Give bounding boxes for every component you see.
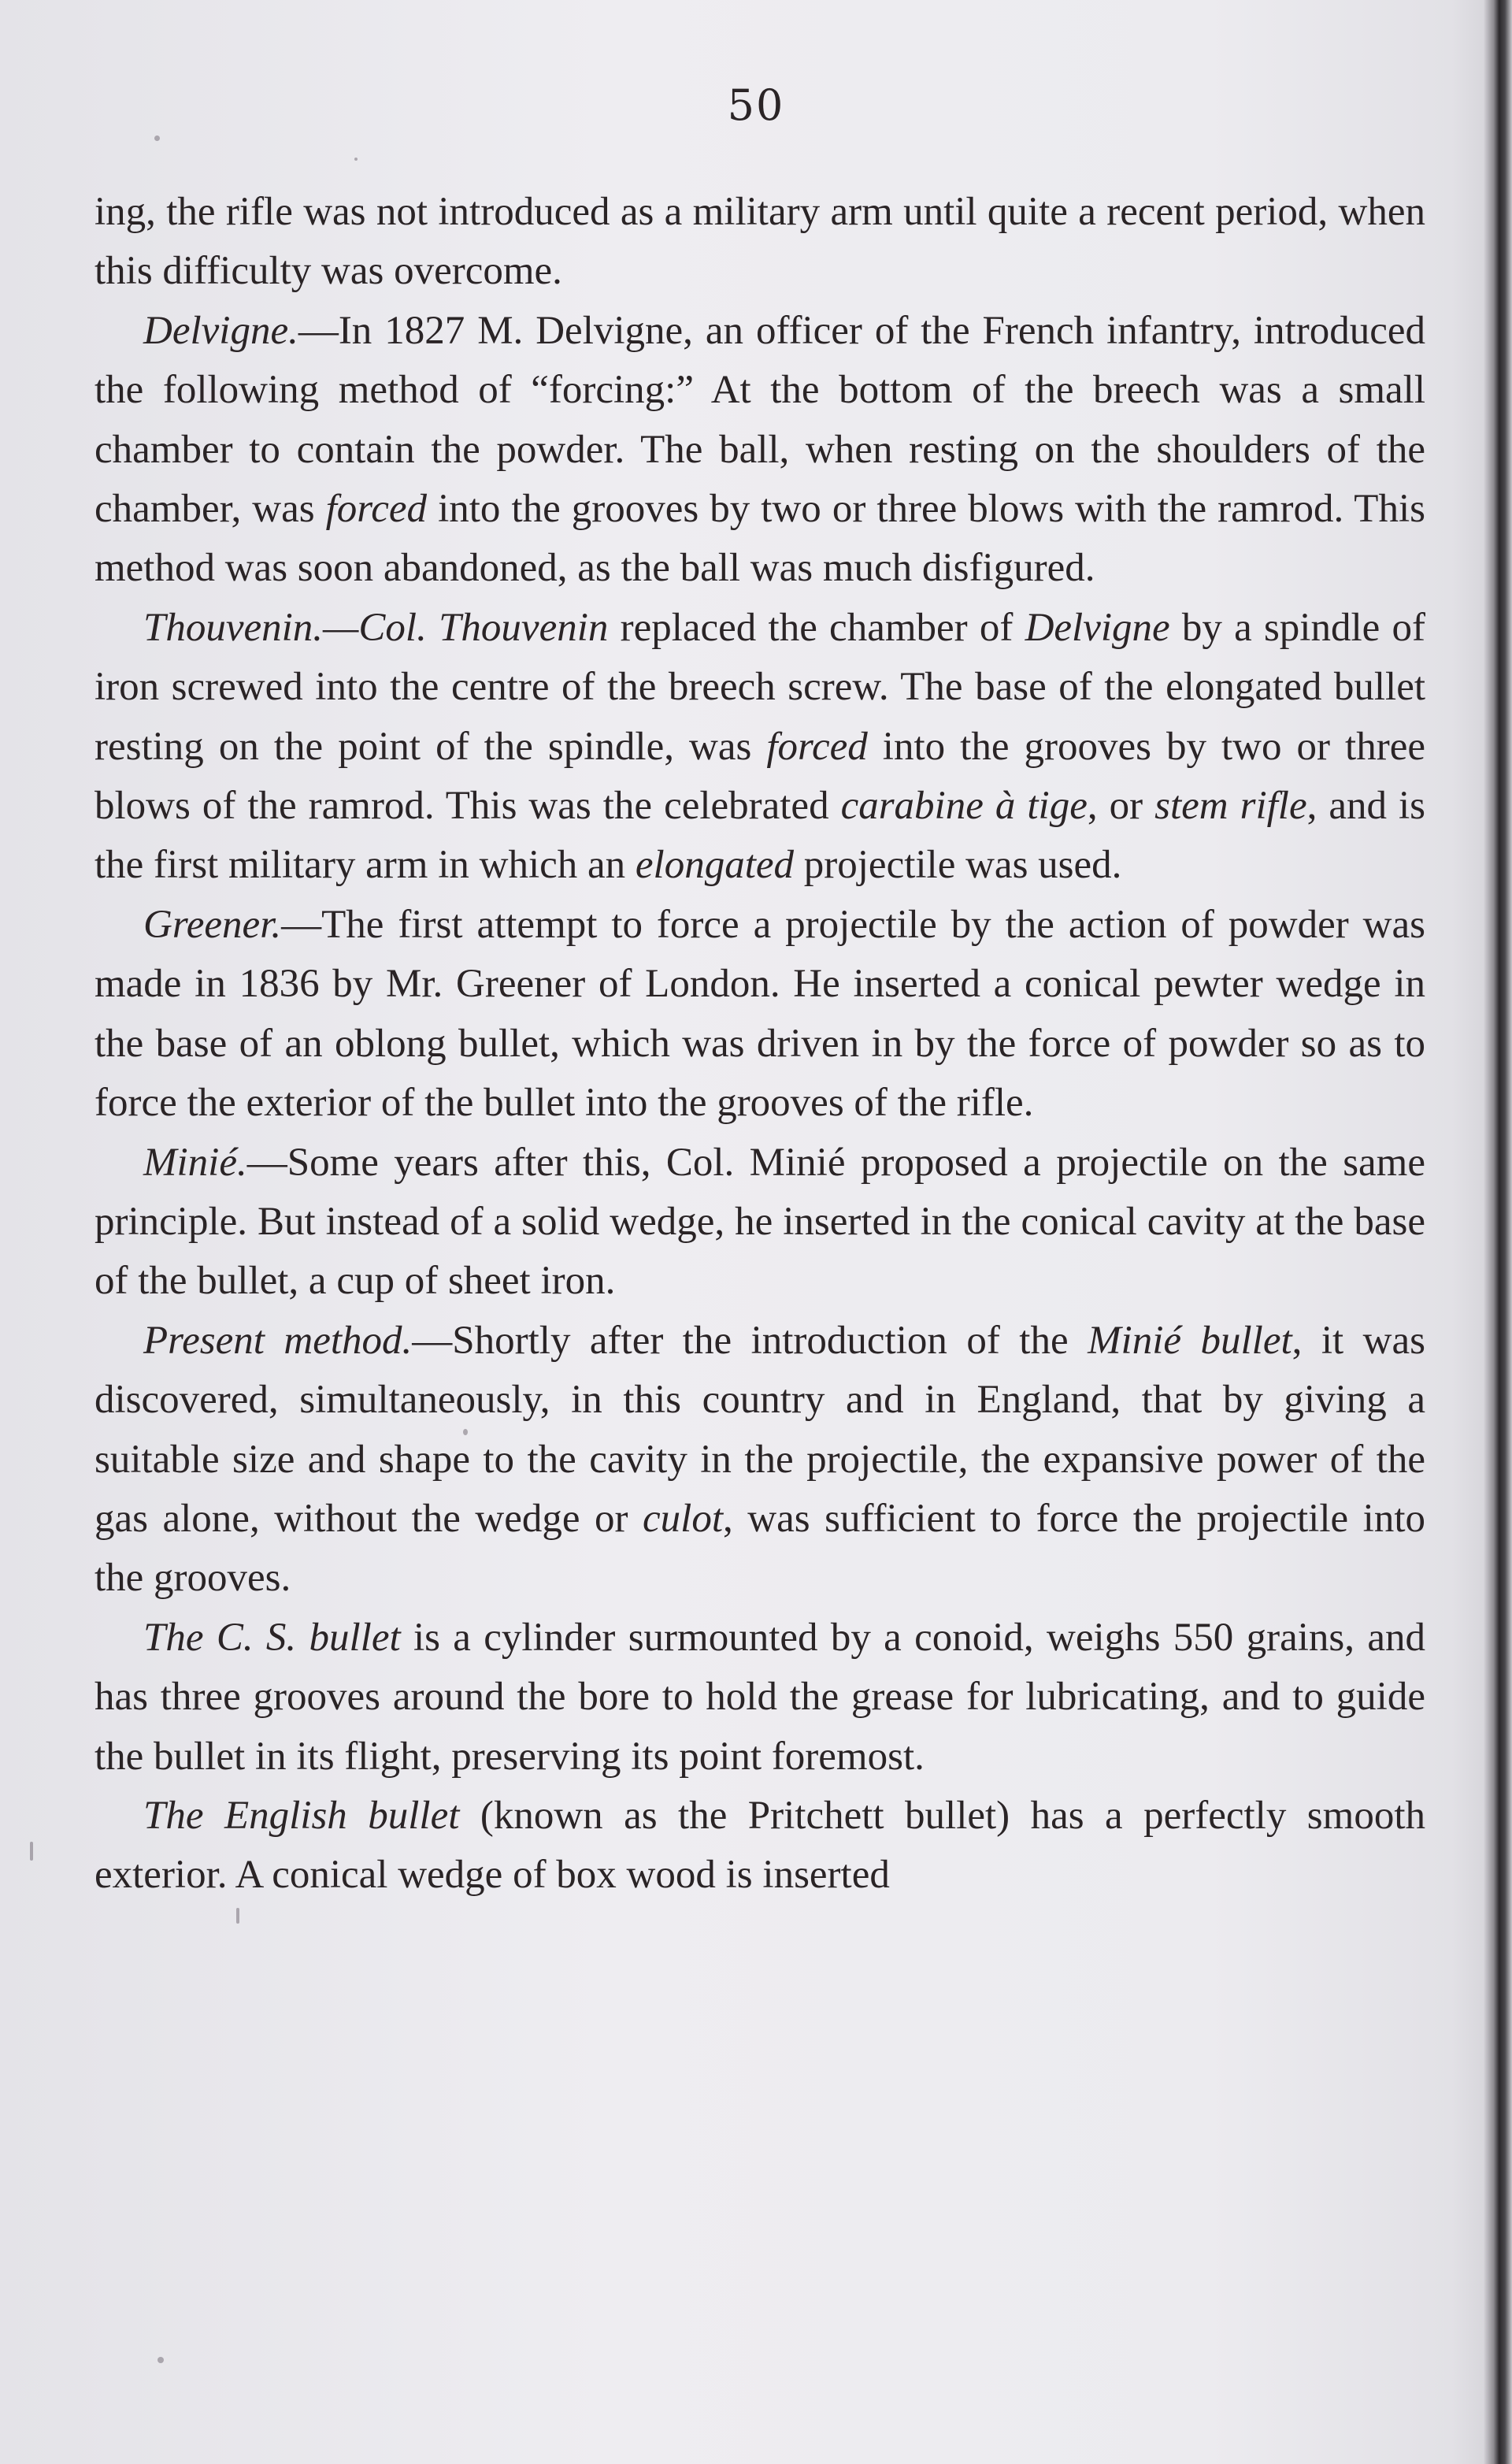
book-spine-shadow	[1484, 0, 1512, 2464]
italic-text: Minié.	[143, 1140, 247, 1185]
paragraph	[94, 1609, 1425, 1787]
italic-text: The English bullet	[143, 1793, 460, 1838]
paragraph	[94, 599, 1425, 896]
paragraph	[94, 302, 1425, 599]
paper-speck	[154, 135, 160, 141]
paragraph-text: —In 1827 M. Delvigne, an officer of the French infantry, introduced the following method of “forcing:” At the bottom of the breech was a small chamber to contain the powder. The ball, when resting on the shoulders of the chamber, was	[94, 308, 1425, 532]
paper-speck	[30, 1842, 33, 1861]
paragraph	[94, 183, 1425, 302]
paragraph-text: (known as the Pritchett bullet) has a perfectly smooth exterior. A conical wedge of box wood is inserted	[94, 1793, 1425, 1898]
paper-speck	[354, 158, 358, 161]
paragraph-text: into the grooves by two or three blows of the ramrod. This was the celebrated	[94, 724, 1425, 829]
paragraph-text: , it was discovered, simultaneously, in this country and in England, that by giving a suitable size and shape to the cavity in the projectile, the expansive power of the gas alone, without the wedge or	[94, 1318, 1425, 1541]
paragraph	[94, 896, 1425, 1134]
italic-text: Delvigne.	[143, 308, 298, 353]
italic-text: stem rifle	[1154, 784, 1307, 829]
page-number: 50	[727, 80, 785, 130]
paragraph	[94, 1312, 1425, 1609]
paper-speck	[463, 1429, 468, 1435]
body-text	[94, 183, 1425, 1906]
paper-speck	[236, 1908, 239, 1924]
paper-speck	[158, 2357, 164, 2363]
paragraph-text: into the grooves by two or three blows with the ramrod. This method was soon abandoned, as the ball was much disfigured.	[94, 487, 1425, 591]
paragraph-text: —Some years after this, Col. Minié proposed a projectile on the same principle. But instead of a solid wedge, he inserted in the conical cavity at the base of the bullet, a cup of sheet iron.	[94, 1140, 1425, 1304]
italic-text: Thouvenin.—Col. Thouvenin	[143, 605, 609, 650]
paragraph-text: —The first attempt to force a projectile by the action of powder was made in 1836 by Mr. Greener of London. He inserted a conical pewter wedge in the base of an oblong bullet, which was driven in by the force of powder so as to force the exterior of the bullet into the grooves of the rifle.	[94, 902, 1425, 1126]
paragraph-text: , and is the first military arm in which an	[94, 784, 1426, 888]
paragraph-text: by a spindle of iron screwed into the centre of the breech screw. The base of the elongated bullet resting on the point of the spindle, was	[94, 605, 1425, 769]
paragraph-text: is a cylinder surmounted by a conoid, weighs 550 grains, and has three grooves around the bore to hold the grease for lubricating, and to guide the bullet in its flight, preserving its point foremost.	[94, 1615, 1425, 1779]
italic-text: forced	[766, 724, 868, 769]
italic-text: Present method.	[143, 1318, 413, 1363]
italic-text: culot	[643, 1496, 723, 1541]
italic-text: forced	[325, 487, 428, 532]
paragraph-text: , or	[1087, 784, 1155, 829]
italic-text: Delvigne	[1025, 605, 1170, 650]
italic-text: Minié bullet	[1088, 1318, 1292, 1363]
paragraph-text: replaced the chamber of	[608, 605, 1025, 650]
paragraph-text: ing, the rifle was not introduced as a military arm until quite a recent period, when this difficulty was overcome.	[94, 190, 1425, 294]
paragraph	[94, 1787, 1425, 1906]
italic-text: The C. S. bullet	[143, 1615, 401, 1660]
paragraph-text: —Shortly after the introduction of the	[412, 1318, 1088, 1363]
italic-text: elongated	[635, 843, 795, 888]
italic-text: carabine à tige	[840, 784, 1088, 829]
paragraph-text: projectile was used.	[794, 843, 1122, 888]
paragraph-text: , was sufficient to force the projectile into the grooves.	[94, 1496, 1425, 1601]
paragraph	[94, 1134, 1425, 1312]
italic-text: Greener.	[143, 902, 282, 947]
